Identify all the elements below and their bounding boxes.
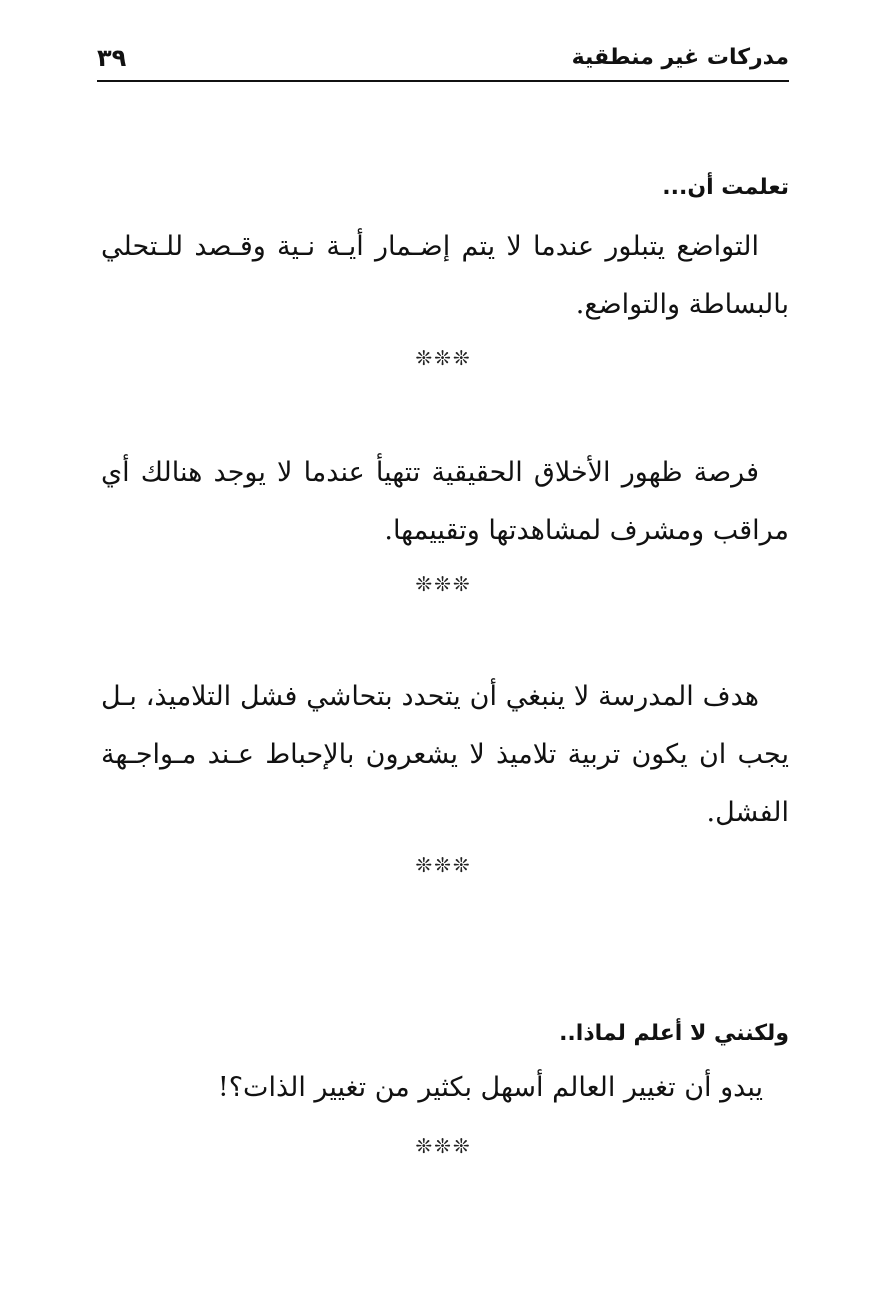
separator-3: ❊❊❊: [415, 853, 472, 877]
separator-4: ❊❊❊: [415, 1134, 472, 1158]
separator-2: ❊❊❊: [415, 572, 472, 596]
page-number: ٣٩: [97, 44, 127, 72]
paragraph-3: هدف المدرسة لا ينبغي أن يتحدد بتحاشي فشل التلاميذ، بـل يجب ان يكون تربية تلاميذ لا يشعرون بالإحباط عـند مـواجـهة الفشل.: [101, 681, 789, 828]
section-heading-1: تعلمت أن...: [662, 175, 789, 200]
section-heading-2: ولكنني لا أعلم لماذا..: [559, 1021, 789, 1046]
running-title: مدركات غير منطقية: [571, 45, 789, 70]
paragraph-2: فرصة ظهور الأخلاق الحقيقية تتهيأ عندما لا يوجد هنالك أي مراقب ومشرف لمشاهدتها وتقييمها.: [101, 457, 789, 546]
page-header: [97, 40, 789, 82]
paragraph-4: يبدو أن تغيير العالم أسهل بكثير من تغيير الذات؟!: [217, 1072, 763, 1103]
paragraph-1: التواضع يتبلور عندما لا يتم إضـمار أيـة نـية وقـصد للـتحلي بالبساطة والتواضع.: [101, 231, 789, 320]
separator-1: ❊❊❊: [415, 346, 472, 370]
